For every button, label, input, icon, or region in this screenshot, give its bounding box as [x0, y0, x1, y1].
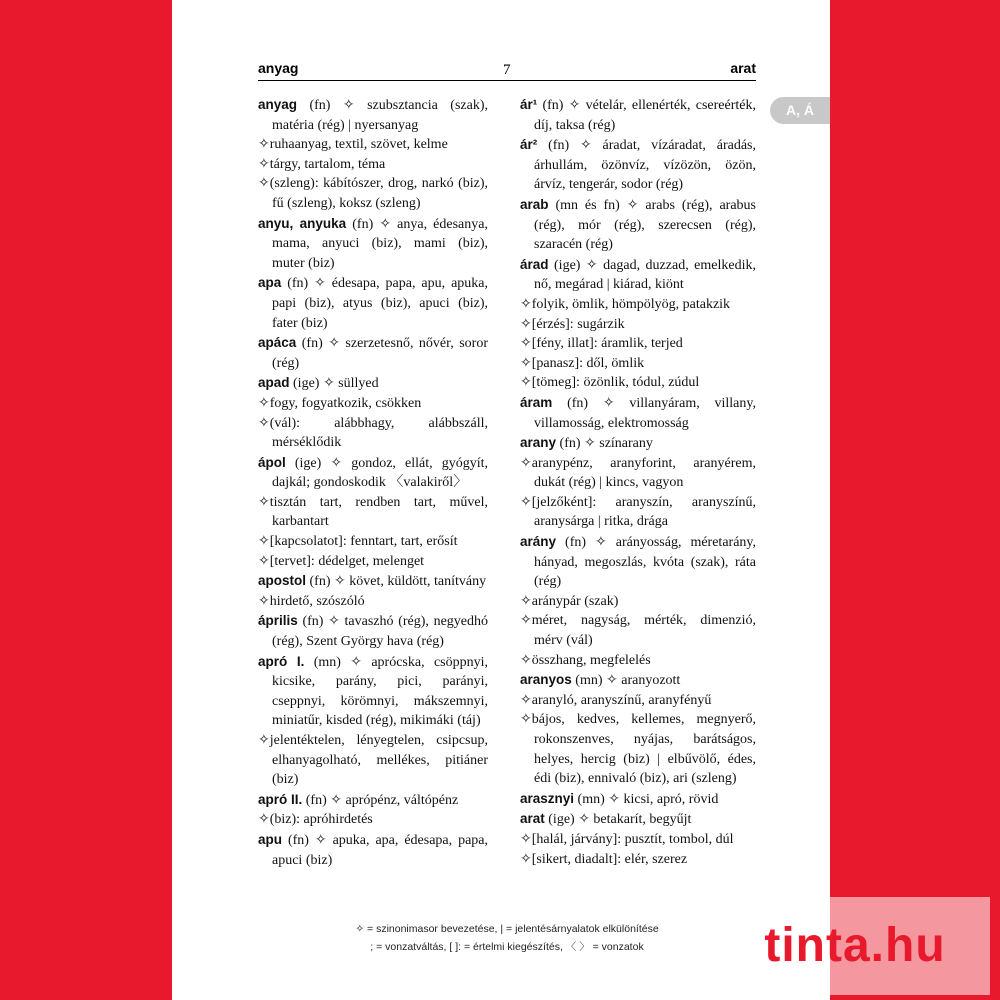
entry-text: ✧összhang, megfelelés — [520, 652, 651, 668]
dictionary-entry — [258, 214, 488, 274]
entry-text: (fn) ✧ apuka, apa, édesapa, papa, apuci (biz) — [272, 832, 488, 868]
entry-text: (fn) ✧ tavaszhó (rég), negyedhó (rég), Szent György hava (rég) — [272, 614, 488, 650]
symbol-legend — [258, 920, 756, 956]
synonym-sense — [258, 493, 488, 532]
entry-text: (fn) ✧ arányosság, méretarány, hányad, megoszlás, kvóta (szak), ráta (rég) — [534, 535, 756, 590]
synonym-sense — [258, 174, 488, 213]
dictionary-entry — [520, 255, 756, 295]
entry-text: ✧folyik, ömlik, hömpölyög, patakzik — [520, 296, 731, 312]
entry-text: ✧[fény, illat]: áramlik, terjed — [520, 336, 683, 352]
synonym-sense — [258, 810, 488, 830]
headword: arat — [520, 811, 545, 827]
entry-text: (fn) ✧ anya, édesanya, mama, anyuci (biz), mami (biz), muter (biz) — [272, 216, 488, 271]
entry-text: ✧bájos, kedves, kellemes, megnyerő, rokonszenves, nyájas, barátságos, helyes, hercig (biz) | elbűvölő, édes, édi (biz), ennivaló (biz), ari (szleng) — [520, 712, 756, 787]
dictionary-entry — [258, 611, 488, 651]
dictionary-entry — [258, 652, 488, 731]
entry-text: (mn és fn) ✧ arabs (rég), arabus (rég), mór (rég), szerecsen (rég), szaracén (rég) — [534, 197, 756, 253]
dictionary-entry — [520, 532, 756, 592]
synonym-sense — [520, 651, 756, 671]
dictionary-entry — [258, 333, 488, 373]
entry-text: (mn) ✧ kicsi, apró, rövid — [574, 791, 719, 807]
entry-text: (fn) ✧ szubsztancia (szak), matéria (rég) | nyersanyag — [272, 98, 488, 133]
synonym-sense — [520, 334, 756, 354]
entry-text: (fn) ✧ szerzetesnő, nővér, soror (rég) — [272, 336, 488, 371]
headword: anyag — [258, 97, 298, 112]
entry-text: (mn) ✧ aprócska, csöppnyi, kicsike, parány, pici, parányi, cseppnyi, körömnyi, mákszemnyi, miniatűr, kisded (rég), mikimáki (táj) — [272, 654, 488, 729]
synonym-sense — [520, 295, 756, 315]
header-first-word: anyag — [258, 60, 299, 76]
entry-text: ✧ruhaanyag, textil, szövet, kelme — [258, 137, 448, 153]
headword: aranyos — [520, 672, 572, 688]
headword: arany — [520, 435, 557, 451]
headword: ápol — [258, 454, 286, 470]
dictionary-page — [172, 0, 830, 1000]
entry-text: ✧[tömeg]: özönlik, tódul, zúdul — [520, 375, 700, 391]
entry-text: ✧[érzés]: sugárzik — [520, 316, 625, 332]
entry-text: ✧aranyló, aranyszínű, aranyfényű — [520, 692, 712, 708]
headword: apad — [258, 375, 290, 391]
dictionary-entry — [258, 790, 488, 811]
dictionary-entry — [258, 373, 488, 394]
headword: arasznyi — [520, 790, 575, 806]
headword: apa — [258, 275, 282, 291]
right-column — [520, 95, 756, 869]
entry-text: ✧aránypár (szak) — [520, 593, 619, 609]
entry-text: (fn) ✧ aprópénz, váltópénz — [302, 792, 459, 808]
entry-text: ✧[tervet]: dédelget, melenget — [258, 553, 425, 569]
entry-text: (fn) ✧ vételár, ellenérték, csereérték, díj, taksa (rég) — [534, 98, 756, 133]
synonym-sense — [258, 135, 488, 155]
synonym-sense — [258, 155, 488, 175]
entry-text: ✧tisztán tart, rendben tart, művel, karbantart — [258, 494, 488, 530]
running-header — [258, 60, 756, 81]
synonym-sense — [520, 373, 756, 393]
dictionary-entry — [258, 95, 488, 135]
headword: apró I. — [258, 653, 305, 669]
synonym-sense — [520, 354, 756, 374]
synonym-sense — [520, 592, 756, 612]
headword: anyu, anyuka — [258, 215, 347, 231]
dictionary-entry — [520, 195, 756, 255]
synonym-sense — [520, 454, 756, 493]
entry-text: (mn) ✧ aranyozott — [571, 673, 681, 689]
entry-text: ✧[jelzőként]: aranyszín, aranyszínű, aranysárga | ritka, drága — [520, 494, 756, 530]
synonym-sense — [258, 592, 488, 612]
entry-text: ✧[sikert, diadalt]: elér, szerez — [520, 851, 688, 867]
entry-text: (ige) ✧ gondoz, ellát, gyógyít, dajkál; gondoskodik 〈valakiről〉 — [272, 455, 488, 491]
headword: apu — [258, 831, 283, 847]
headword: apró II. — [258, 791, 303, 807]
entry-text: ✧[halál, járvány]: pusztít, tombol, dúl — [520, 831, 734, 847]
dictionary-entry — [520, 393, 756, 433]
entry-text: ✧jelentéktelen, lényegtelen, csipcsup, elhanyagolható, mellékes, pitiáner (biz) — [258, 733, 488, 788]
entry-text: ✧méret, nagyság, mérték, dimenzió, mérv (vál) — [520, 613, 756, 649]
dictionary-entry — [520, 433, 756, 454]
headword: apostol — [258, 573, 307, 589]
headword: arab — [520, 196, 549, 212]
headword: ár¹ — [520, 97, 538, 112]
entry-text: ✧aranypénz, aranyforint, aranyérem, dukát (rég) | kincs, vagyon — [520, 455, 756, 491]
entry-text: ✧(biz): apróhirdetés — [258, 812, 373, 828]
dictionary-entry — [258, 273, 488, 333]
headword: arány — [520, 534, 557, 550]
entry-text: (ige) ✧ betakarít, begyűjt — [544, 812, 692, 828]
entry-text: (ige) ✧ dagad, duzzad, emelkedik, nő, megárad | kiárad, kiönt — [534, 257, 756, 293]
dictionary-entry — [520, 135, 756, 195]
synonym-sense — [520, 611, 756, 650]
dictionary-entry — [520, 670, 756, 691]
page-number: 7 — [503, 62, 511, 78]
watermark-logo: tinta.hu — [720, 897, 990, 995]
entry-text: (fn) ✧ áradat, vízáradat, áradás, árhullám, özönvíz, vízözön, özön, árvíz, tengerár, sodor (rég) — [534, 138, 756, 193]
dictionary-entry — [258, 453, 488, 493]
letter-tab: A, Á — [770, 97, 830, 124]
entry-text: ✧(vál): alábbhagy, alábbszáll, mérséklődik — [258, 415, 488, 451]
dictionary-entry — [520, 789, 756, 810]
synonym-sense — [520, 830, 756, 850]
dictionary-entry — [520, 95, 756, 135]
synonym-sense — [520, 493, 756, 532]
synonym-sense — [258, 532, 488, 552]
entry-text: (ige) ✧ süllyed — [289, 376, 379, 392]
header-last-word: arat — [730, 60, 756, 76]
synonym-sense — [258, 731, 488, 790]
synonym-sense — [258, 414, 488, 453]
synonym-sense — [520, 315, 756, 335]
entry-text: ✧tárgy, tartalom, téma — [258, 156, 386, 172]
synonym-sense — [520, 850, 756, 870]
headword: apáca — [258, 335, 297, 351]
headword: áram — [520, 394, 553, 410]
headword: ár² — [520, 137, 538, 153]
left-column — [258, 95, 488, 870]
entry-text: ✧[panasz]: dől, ömlik — [520, 355, 645, 371]
entry-text: ✧[kapcsolatot]: fenntart, tart, erősít — [258, 534, 458, 550]
dictionary-entry — [258, 830, 488, 870]
entry-text: ✧(szleng): kábítószer, drog, narkó (biz), fű (szleng), koksz (szleng) — [258, 176, 488, 211]
entry-text: (fn) ✧ színarany — [556, 436, 653, 452]
legend-line-2: ; = vonzatváltás, [ ]: = értelmi kiegészítés, 〈 〉 = vonzatok — [370, 941, 644, 953]
entry-text: (fn) ✧ édesapa, papa, apu, apuka, papi (biz), atyus (biz), apuci (biz), fater (biz) — [272, 276, 488, 331]
entry-text: (fn) ✧ villanyáram, villany, villamosság, elektromosság — [534, 395, 756, 431]
synonym-sense — [520, 710, 756, 788]
entry-text: ✧fogy, fogyatkozik, csökken — [258, 395, 422, 411]
entry-text: ✧hirdető, szószóló — [258, 593, 365, 609]
legend-line-1: ✧ = szinonimasor bevezetése, | = jelentésárnyalatok elkülönítése — [355, 923, 659, 935]
entry-text: (fn) ✧ követ, küldött, tanítvány — [306, 574, 487, 590]
headword: árad — [520, 256, 549, 272]
headword: április — [258, 613, 298, 629]
synonym-sense — [258, 552, 488, 572]
synonym-sense — [520, 691, 756, 711]
synonym-sense — [258, 394, 488, 414]
dictionary-entry — [258, 571, 488, 592]
dictionary-entry — [520, 809, 756, 830]
